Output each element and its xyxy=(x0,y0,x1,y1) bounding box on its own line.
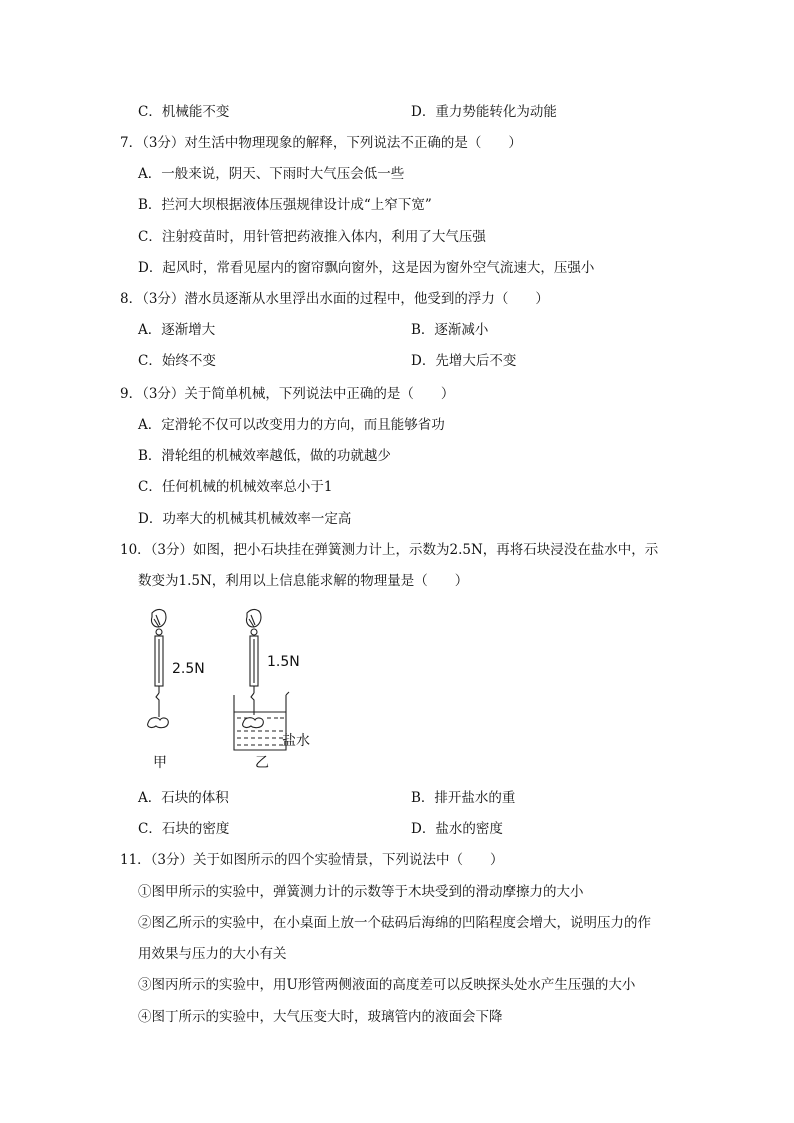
q8-stem: 8．（3分）潜水员逐渐从水里浮出水面的过程中，他受到的浮力（ ） xyxy=(120,291,549,307)
q11-stem: 11．（3分）关于如图所示的四个实验情景，下列说法中（ ） xyxy=(120,852,504,868)
q10-option-a: A．石块的体积 xyxy=(138,790,229,806)
spring-scale-right xyxy=(234,610,289,750)
q9-option-d: D．功率大的机械其机械效率一定高 xyxy=(138,511,352,527)
q7-stem: 7．（3分）对生活中物理现象的解释，下列说法不正确的是（ ） xyxy=(120,135,522,151)
q10-stem-line2: 数变为1.5N，利用以上信息能求解的物理量是（ ） xyxy=(138,573,469,589)
q10-stem-line1: 10．（3分）如图，把小石块挂在弹簧测力计上，示数为2.5N，再将石块浸没在盐水中，示 xyxy=(120,542,659,558)
spring-scale-left xyxy=(148,610,169,728)
q8-option-c: C．始终不变 xyxy=(138,353,216,369)
q11-statement-3: ③图丙所示的实验中，用U形管两侧液面的高度差可以反映探头处水产生压强的大小 xyxy=(138,977,636,993)
q8-option-a: A．逐渐增大 xyxy=(138,322,216,338)
q11-statement-2-line1: ②图乙所示的实验中，在小桌面上放一个砝码后海绵的凹陷程度会增大，说明压力的作 xyxy=(138,915,651,931)
q7-option-a: A．一般来说，阴天、下雨时大气压会低一些 xyxy=(138,166,405,182)
q8-option-b: B．逐渐减小 xyxy=(411,322,489,338)
liquid-hatching xyxy=(237,718,284,745)
q11-statement-2-line2: 用效果与压力的大小有关 xyxy=(138,946,287,962)
q9-option-b: B．滑轮组的机械效率越低，做的功就越少 xyxy=(138,448,391,464)
q10-option-b: B．排开盐水的重 xyxy=(411,790,516,806)
q10-option-d: D．盐水的密度 xyxy=(411,821,503,837)
q7-option-b: B．拦河大坝根据液体压强规律设计成“上窄下宽” xyxy=(138,197,432,213)
hand-icon-left xyxy=(151,610,166,627)
q10-figure-label-yi: 乙 xyxy=(255,755,269,771)
q9-option-c: C．任何机械的机械效率总小于1 xyxy=(138,479,333,495)
stone-left xyxy=(148,718,169,728)
q8-option-d: D．先增大后不变 xyxy=(411,353,517,369)
q9-option-a: A．定滑轮不仅可以改变用力的方向，而且能够省功 xyxy=(138,417,445,433)
q6-option-d: D．重力势能转化为动能 xyxy=(411,104,557,120)
stone-right xyxy=(243,718,264,728)
q10-liquid-label: 盐水 xyxy=(282,733,310,749)
q7-option-c: C．注射疫苗时，用针管把药液推入体内，利用了大气压强 xyxy=(138,229,486,245)
q10-figure-label-jia: 甲 xyxy=(153,755,167,771)
q11-statement-1: ①图甲所示的实验中，弹簧测力计的示数等于木块受到的滑动摩擦力的大小 xyxy=(138,884,584,900)
beaker xyxy=(234,692,289,750)
q9-stem: 9．（3分）关于简单机械，下列说法中正确的是（ ） xyxy=(120,386,455,402)
q10-reading-left: 2.5N xyxy=(172,661,205,677)
q10-reading-right: 1.5N xyxy=(267,654,300,670)
q10-option-c: C．石块的密度 xyxy=(138,821,230,837)
q6-option-c: C．机械能不变 xyxy=(138,104,230,120)
q7-option-d: D．起风时，常看见屋内的窗帘飘向窗外，这是因为窗外空气流速大，压强小 xyxy=(138,260,595,276)
q11-statement-4: ④图丁所示的实验中，大气压变大时，玻璃管内的液面会下降 xyxy=(138,1009,503,1025)
hand-icon-right xyxy=(246,610,261,627)
